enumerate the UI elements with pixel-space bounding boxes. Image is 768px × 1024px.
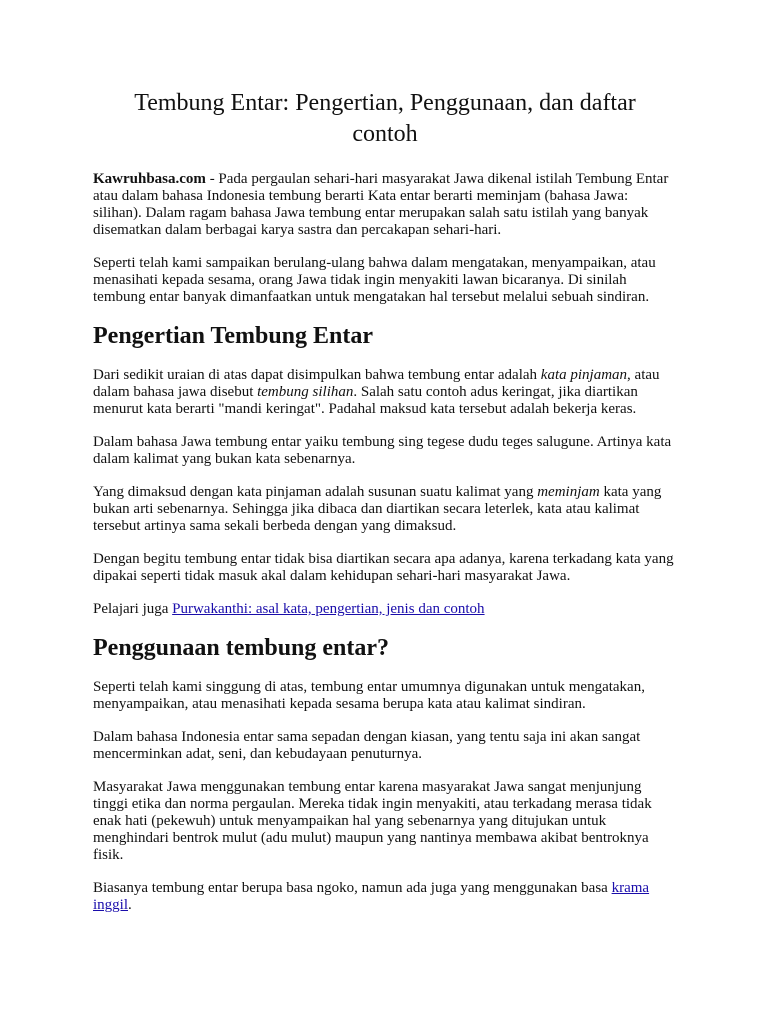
paragraph-meminjam <box>93 484 677 535</box>
see-also-prefix: Pelajari juga <box>93 601 173 617</box>
intro-text: - Pada pergaulan sehari-hari masyarakat Jawa dikenal istilah Tembung Entar atau dalam bahasa Indonesia tembung berarti Kata entar berarti meminjam (bahasa Jawa: silihan). Dalam ragam bahasa Jawa tembung entar merupakan salah satu istilah yang banyak disematkan dalam berbagai karya sastra dan percakapan sehari-hari. <box>93 171 669 238</box>
text-run: Biasanya tembung entar berupa basa ngoko, namun ada juga yang menggunakan basa <box>93 880 612 896</box>
paragraph-javanese-definition: Dalam bahasa Jawa tembung entar yaiku tembung sing tegese dudu teges salugune. Artinya kata dalam kalimat yang bukan kata sebenarnya. <box>93 434 672 467</box>
paragraph-definition <box>93 367 677 418</box>
title-line-2: contoh <box>352 121 418 147</box>
emphasis-tembung-silihan: tembung silihan <box>257 384 354 400</box>
title-line-1: Tembung Entar: Pengertian, Penggunaan, dan daftar <box>134 90 636 116</box>
text-run: . Salah satu contoh adus keringat, jika diartikan menurut kata berarti "mandi keringat". Padahal maksud kata tersebut adalah bekerja keras. <box>93 384 638 417</box>
paragraph-kiasan: Dalam bahasa Indonesia entar sama sepadan dengan kiasan, yang tentu saja ini akan sangat mencerminkan adat, seni, dan kebudayaan penuturnya. <box>93 729 641 762</box>
paragraph-basa <box>93 880 677 914</box>
emphasis-meminjam: meminjam <box>537 484 600 500</box>
purwakanthi-link[interactable]: Purwakanthi: asal kata, pengertian, jenis dan contoh <box>172 601 485 617</box>
site-name: Kawruhbasa.com <box>93 171 206 187</box>
see-also-paragraph <box>93 601 677 618</box>
text-run: . <box>128 897 132 913</box>
paragraph-etika: Masyarakat Jawa menggunakan tembung entar karena masyarakat Jawa sangat menjunjung tinggi etika dan norma pergaulan. Mereka tidak ingin menyakiti, atau terkadang merasa tidak enak hati (pekewuh) untuk menyampaikan hal yang sebenarnya yang ditujukan untuk menghindari bentrok mulut (adu mulut) maupun yang nantinya membawa akibat bentroknya fisik. <box>93 779 652 863</box>
krama-inggil-link[interactable]: krama inggil <box>93 880 650 913</box>
section-heading-penggunaan: Penggunaan tembung entar? <box>93 635 390 661</box>
section-heading-pengertian: Pengertian Tembung Entar <box>93 323 374 349</box>
emphasis-kata-pinjaman: kata pinjaman <box>540 367 628 383</box>
page-title <box>93 88 677 150</box>
paragraph-literal-meaning: Dengan begitu tembung entar tidak bisa diartikan secara apa adanya, karena terkadang kata yang dipakai seperti tidak masuk akal dalam kehidupan sehari-hari masyarakat Jawa. <box>93 551 674 584</box>
paragraph-usage: Seperti telah kami singgung di atas, tembung entar umumnya digunakan untuk mengatakan, menyampaikan, atau menasihati kepada sesama berupa kata atau kalimat sindiran. <box>93 679 645 712</box>
document-page <box>93 88 677 930</box>
text-run: Dari sedikit uraian di atas dapat disimpulkan bahwa tembung entar adalah <box>93 367 541 383</box>
intro-paragraph <box>93 171 677 239</box>
paragraph-sindiran: Seperti telah kami sampaikan berulang-ulang bahwa dalam mengatakan, menyampaikan, atau menasihati kepada sesama, orang Jawa tidak ingin menyakiti lawan bicaranya. Di sinilah tembung entar banyak dimanfaatkan untuk mengatakan hal tersebut melalui sebuah sindiran. <box>93 255 656 305</box>
text-run: , atau dalam bahasa jawa disebut <box>93 367 660 400</box>
text-run: Yang dimaksud dengan kata pinjaman adalah susunan suatu kalimat yang <box>93 484 538 500</box>
text-run: kata yang bukan arti sebenarnya. Sehingga jika dibaca dan diartikan secara leterlek, kata atau kalimat tersebut artinya sama sekali berbeda dengan yang dimaksud. <box>93 484 662 534</box>
